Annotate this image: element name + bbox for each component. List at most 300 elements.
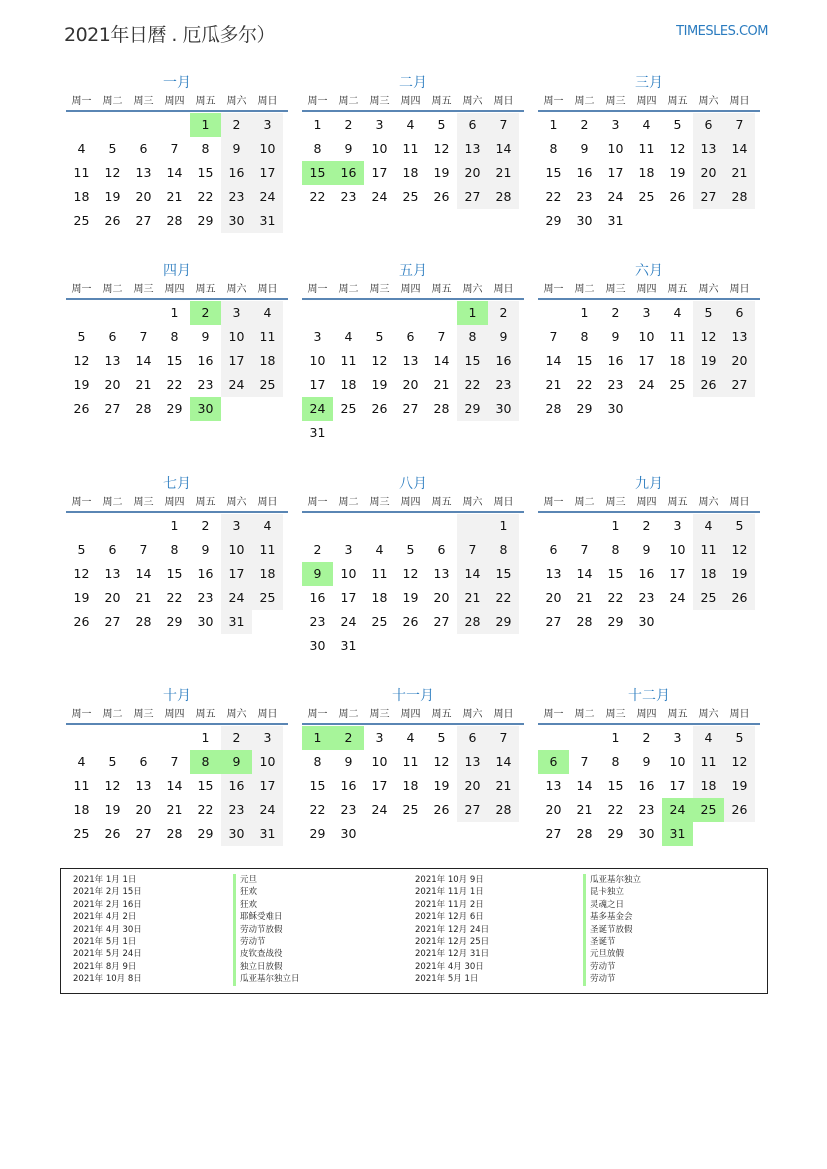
day-cell[interactable]: 20 — [135, 189, 152, 204]
day-cell[interactable]: 23 — [638, 802, 655, 817]
day-cell[interactable]: 2 — [333, 726, 364, 750]
day-cell[interactable]: 14 — [488, 750, 519, 774]
day-cell[interactable]: 21 — [457, 586, 488, 610]
day-cell[interactable]: 26 — [693, 373, 724, 397]
day-cell[interactable]: 4 — [77, 754, 86, 769]
day-cell[interactable]: 21 — [724, 161, 755, 185]
day-cell[interactable]: 13 — [104, 353, 121, 368]
day-cell[interactable]: 5 — [673, 117, 682, 132]
day-cell[interactable]: 14 — [488, 137, 519, 161]
day-cell[interactable]: 3 — [375, 117, 384, 132]
day-cell[interactable]: 1 — [549, 117, 558, 132]
day-cell[interactable]: 16 — [607, 353, 624, 368]
day-cell[interactable]: 20 — [724, 349, 755, 373]
day-cell[interactable]: 10 — [607, 141, 624, 156]
day-cell[interactable]: 27 — [693, 185, 724, 209]
day-cell[interactable]: 17 — [252, 774, 283, 798]
day-cell[interactable]: 2 — [642, 730, 651, 745]
day-cell[interactable]: 8 — [611, 542, 620, 557]
day-cell[interactable]: 23 — [340, 802, 357, 817]
day-cell[interactable]: 9 — [611, 329, 620, 344]
day-cell[interactable]: 28 — [457, 610, 488, 634]
day-cell[interactable]: 27 — [724, 373, 755, 397]
day-cell[interactable]: 11 — [340, 353, 357, 368]
day-cell[interactable]: 7 — [488, 113, 519, 137]
day-cell[interactable]: 1 — [611, 518, 620, 533]
day-cell[interactable]: 31 — [607, 213, 624, 228]
day-cell[interactable]: 17 — [309, 377, 326, 392]
day-cell[interactable]: 14 — [576, 778, 593, 793]
day-cell[interactable]: 23 — [576, 189, 593, 204]
day-cell[interactable]: 7 — [488, 726, 519, 750]
day-cell[interactable]: 5 — [406, 542, 415, 557]
day-cell[interactable]: 6 — [724, 301, 755, 325]
day-cell[interactable]: 30 — [576, 213, 593, 228]
day-cell[interactable]: 2 — [221, 726, 252, 750]
day-cell[interactable]: 11 — [402, 754, 419, 769]
day-cell[interactable]: 23 — [197, 590, 214, 605]
day-cell[interactable]: 8 — [549, 141, 558, 156]
day-cell[interactable]: 7 — [724, 113, 755, 137]
day-cell[interactable]: 11 — [402, 141, 419, 156]
day-cell[interactable]: 1 — [190, 113, 221, 137]
day-cell[interactable]: 29 — [576, 401, 593, 416]
day-cell[interactable]: 9 — [580, 141, 589, 156]
day-cell[interactable]: 8 — [313, 141, 322, 156]
day-cell[interactable]: 19 — [433, 778, 450, 793]
day-cell[interactable]: 2 — [580, 117, 589, 132]
day-cell[interactable]: 19 — [402, 590, 419, 605]
day-cell[interactable]: 18 — [73, 802, 90, 817]
day-cell[interactable]: 16 — [333, 161, 364, 185]
day-cell[interactable]: 28 — [545, 401, 562, 416]
day-cell[interactable]: 9 — [344, 754, 353, 769]
day-cell[interactable]: 8 — [580, 329, 589, 344]
day-cell[interactable]: 12 — [669, 141, 686, 156]
day-cell[interactable]: 24 — [638, 377, 655, 392]
day-cell[interactable]: 20 — [457, 161, 488, 185]
day-cell[interactable]: 25 — [402, 189, 419, 204]
day-cell[interactable]: 4 — [252, 301, 283, 325]
day-cell[interactable]: 2 — [488, 301, 519, 325]
day-cell[interactable]: 10 — [669, 754, 686, 769]
day-cell[interactable]: 29 — [166, 614, 183, 629]
day-cell[interactable]: 28 — [488, 185, 519, 209]
day-cell[interactable]: 5 — [724, 514, 755, 538]
day-cell[interactable]: 20 — [104, 590, 121, 605]
day-cell[interactable]: 27 — [402, 401, 419, 416]
day-cell[interactable]: 3 — [221, 514, 252, 538]
day-cell[interactable]: 22 — [488, 586, 519, 610]
day-cell[interactable]: 28 — [433, 401, 450, 416]
day-cell[interactable]: 25 — [371, 614, 388, 629]
day-cell[interactable]: 21 — [135, 377, 152, 392]
day-cell[interactable]: 16 — [340, 778, 357, 793]
day-cell[interactable]: 30 — [638, 826, 655, 841]
day-cell[interactable]: 8 — [170, 329, 179, 344]
day-cell[interactable]: 23 — [221, 798, 252, 822]
day-cell[interactable]: 12 — [402, 566, 419, 581]
day-cell[interactable]: 4 — [375, 542, 384, 557]
day-cell[interactable]: 14 — [545, 353, 562, 368]
day-cell[interactable]: 9 — [221, 750, 252, 774]
day-cell[interactable]: 15 — [457, 349, 488, 373]
day-cell[interactable]: 28 — [166, 213, 183, 228]
day-cell[interactable]: 25 — [693, 586, 724, 610]
day-cell[interactable]: 23 — [309, 614, 326, 629]
day-cell[interactable]: 17 — [252, 161, 283, 185]
day-cell[interactable]: 24 — [371, 189, 388, 204]
day-cell[interactable]: 10 — [252, 750, 283, 774]
day-cell[interactable]: 25 — [73, 826, 90, 841]
day-cell[interactable]: 23 — [197, 377, 214, 392]
day-cell[interactable]: 15 — [302, 161, 333, 185]
day-cell[interactable]: 6 — [538, 750, 569, 774]
day-cell[interactable]: 8 — [190, 750, 221, 774]
day-cell[interactable]: 13 — [724, 325, 755, 349]
day-cell[interactable]: 28 — [135, 401, 152, 416]
day-cell[interactable]: 19 — [73, 377, 90, 392]
day-cell[interactable]: 31 — [309, 425, 326, 440]
day-cell[interactable]: 8 — [611, 754, 620, 769]
day-cell[interactable]: 16 — [488, 349, 519, 373]
day-cell[interactable]: 2 — [221, 113, 252, 137]
day-cell[interactable]: 13 — [433, 566, 450, 581]
day-cell[interactable]: 28 — [166, 826, 183, 841]
day-cell[interactable]: 21 — [545, 377, 562, 392]
day-cell[interactable]: 4 — [673, 305, 682, 320]
day-cell[interactable]: 23 — [638, 590, 655, 605]
day-cell[interactable]: 12 — [693, 325, 724, 349]
day-cell[interactable]: 4 — [642, 117, 651, 132]
day-cell[interactable]: 10 — [371, 754, 388, 769]
day-cell[interactable]: 14 — [433, 353, 450, 368]
day-cell[interactable]: 27 — [545, 614, 562, 629]
day-cell[interactable]: 7 — [437, 329, 446, 344]
day-cell[interactable]: 6 — [457, 726, 488, 750]
day-cell[interactable]: 22 — [166, 377, 183, 392]
day-cell[interactable]: 19 — [669, 165, 686, 180]
day-cell[interactable]: 22 — [457, 373, 488, 397]
day-cell[interactable]: 15 — [166, 566, 183, 581]
day-cell[interactable]: 17 — [221, 349, 252, 373]
day-cell[interactable]: 1 — [457, 301, 488, 325]
day-cell[interactable]: 30 — [309, 638, 326, 653]
day-cell[interactable]: 2 — [642, 518, 651, 533]
day-cell[interactable]: 28 — [576, 614, 593, 629]
day-cell[interactable]: 5 — [437, 730, 446, 745]
day-cell[interactable]: 14 — [457, 562, 488, 586]
day-cell[interactable]: 3 — [611, 117, 620, 132]
day-cell[interactable]: 22 — [309, 189, 326, 204]
day-cell[interactable]: 5 — [77, 329, 86, 344]
day-cell[interactable]: 27 — [457, 798, 488, 822]
day-cell[interactable]: 7 — [170, 754, 179, 769]
day-cell[interactable]: 16 — [197, 353, 214, 368]
day-cell[interactable]: 18 — [638, 165, 655, 180]
day-cell[interactable]: 31 — [252, 822, 283, 846]
day-cell[interactable]: 17 — [371, 778, 388, 793]
day-cell[interactable]: 22 — [197, 802, 214, 817]
day-cell[interactable]: 19 — [693, 349, 724, 373]
day-cell[interactable]: 29 — [197, 213, 214, 228]
day-cell[interactable]: 20 — [693, 161, 724, 185]
day-cell[interactable]: 18 — [371, 590, 388, 605]
day-cell[interactable]: 27 — [545, 826, 562, 841]
day-cell[interactable]: 18 — [340, 377, 357, 392]
day-cell[interactable]: 9 — [642, 542, 651, 557]
day-cell[interactable]: 11 — [693, 750, 724, 774]
day-cell[interactable]: 30 — [488, 397, 519, 421]
day-cell[interactable]: 9 — [201, 542, 210, 557]
day-cell[interactable]: 15 — [309, 778, 326, 793]
day-cell[interactable]: 22 — [607, 590, 624, 605]
day-cell[interactable]: 24 — [607, 189, 624, 204]
day-cell[interactable]: 6 — [139, 754, 148, 769]
day-cell[interactable]: 1 — [201, 730, 210, 745]
day-cell[interactable]: 13 — [135, 165, 152, 180]
day-cell[interactable]: 11 — [371, 566, 388, 581]
day-cell[interactable]: 11 — [638, 141, 655, 156]
day-cell[interactable]: 13 — [104, 566, 121, 581]
day-cell[interactable]: 9 — [201, 329, 210, 344]
day-cell[interactable]: 4 — [693, 726, 724, 750]
day-cell[interactable]: 21 — [135, 590, 152, 605]
day-cell[interactable]: 4 — [406, 117, 415, 132]
day-cell[interactable]: 16 — [221, 161, 252, 185]
day-cell[interactable]: 2 — [313, 542, 322, 557]
day-cell[interactable]: 26 — [402, 614, 419, 629]
day-cell[interactable]: 7 — [457, 538, 488, 562]
day-cell[interactable]: 20 — [545, 802, 562, 817]
day-cell[interactable]: 8 — [457, 325, 488, 349]
day-cell[interactable]: 5 — [693, 301, 724, 325]
day-cell[interactable]: 18 — [73, 189, 90, 204]
day-cell[interactable]: 19 — [724, 562, 755, 586]
day-cell[interactable]: 21 — [576, 590, 593, 605]
day-cell[interactable]: 12 — [371, 353, 388, 368]
day-cell[interactable]: 28 — [576, 826, 593, 841]
day-cell[interactable]: 12 — [104, 165, 121, 180]
day-cell[interactable]: 22 — [309, 802, 326, 817]
day-cell[interactable]: 6 — [108, 542, 117, 557]
day-cell[interactable]: 3 — [344, 542, 353, 557]
day-cell[interactable]: 14 — [135, 566, 152, 581]
day-cell[interactable]: 11 — [669, 329, 686, 344]
day-cell[interactable]: 1 — [302, 726, 333, 750]
day-cell[interactable]: 12 — [724, 538, 755, 562]
day-cell[interactable]: 6 — [693, 113, 724, 137]
day-cell[interactable]: 4 — [77, 141, 86, 156]
day-cell[interactable]: 30 — [197, 614, 214, 629]
day-cell[interactable]: 24 — [252, 798, 283, 822]
day-cell[interactable]: 5 — [375, 329, 384, 344]
day-cell[interactable]: 10 — [371, 141, 388, 156]
day-cell[interactable]: 19 — [433, 165, 450, 180]
day-cell[interactable]: 30 — [221, 209, 252, 233]
day-cell[interactable]: 4 — [344, 329, 353, 344]
day-cell[interactable]: 12 — [104, 778, 121, 793]
day-cell[interactable]: 30 — [607, 401, 624, 416]
day-cell[interactable]: 1 — [313, 117, 322, 132]
day-cell[interactable]: 29 — [607, 826, 624, 841]
day-cell[interactable]: 31 — [662, 822, 693, 846]
day-cell[interactable]: 8 — [313, 754, 322, 769]
day-cell[interactable]: 25 — [693, 798, 724, 822]
day-cell[interactable]: 17 — [607, 165, 624, 180]
day-cell[interactable]: 12 — [73, 353, 90, 368]
day-cell[interactable]: 8 — [201, 141, 210, 156]
day-cell[interactable]: 4 — [693, 514, 724, 538]
day-cell[interactable]: 25 — [340, 401, 357, 416]
day-cell[interactable]: 28 — [135, 614, 152, 629]
day-cell[interactable]: 9 — [344, 141, 353, 156]
day-cell[interactable]: 19 — [73, 590, 90, 605]
day-cell[interactable]: 19 — [104, 189, 121, 204]
day-cell[interactable]: 29 — [309, 826, 326, 841]
day-cell[interactable]: 27 — [104, 614, 121, 629]
day-cell[interactable]: 17 — [221, 562, 252, 586]
day-cell[interactable]: 14 — [166, 165, 183, 180]
day-cell[interactable]: 20 — [135, 802, 152, 817]
day-cell[interactable]: 29 — [166, 401, 183, 416]
day-cell[interactable]: 27 — [135, 826, 152, 841]
day-cell[interactable]: 26 — [73, 614, 90, 629]
day-cell[interactable]: 5 — [437, 117, 446, 132]
site-logo[interactable]: TIMESLES.COM — [676, 24, 768, 39]
day-cell[interactable]: 5 — [108, 141, 117, 156]
day-cell[interactable]: 3 — [673, 730, 682, 745]
day-cell[interactable]: 5 — [724, 726, 755, 750]
day-cell[interactable]: 1 — [611, 730, 620, 745]
day-cell[interactable]: 11 — [693, 538, 724, 562]
day-cell[interactable]: 7 — [549, 329, 558, 344]
day-cell[interactable]: 24 — [302, 397, 333, 421]
day-cell[interactable]: 16 — [309, 590, 326, 605]
day-cell[interactable]: 10 — [340, 566, 357, 581]
day-cell[interactable]: 27 — [457, 185, 488, 209]
day-cell[interactable]: 16 — [197, 566, 214, 581]
day-cell[interactable]: 14 — [724, 137, 755, 161]
day-cell[interactable]: 20 — [104, 377, 121, 392]
day-cell[interactable]: 6 — [406, 329, 415, 344]
day-cell[interactable]: 3 — [673, 518, 682, 533]
day-cell[interactable]: 7 — [139, 329, 148, 344]
day-cell[interactable]: 4 — [406, 730, 415, 745]
day-cell[interactable]: 24 — [221, 373, 252, 397]
day-cell[interactable]: 3 — [313, 329, 322, 344]
day-cell[interactable]: 14 — [166, 778, 183, 793]
day-cell[interactable]: 22 — [197, 189, 214, 204]
day-cell[interactable]: 21 — [488, 161, 519, 185]
day-cell[interactable]: 30 — [221, 822, 252, 846]
day-cell[interactable]: 21 — [166, 189, 183, 204]
day-cell[interactable]: 4 — [252, 514, 283, 538]
day-cell[interactable]: 30 — [638, 614, 655, 629]
day-cell[interactable]: 15 — [166, 353, 183, 368]
day-cell[interactable]: 24 — [221, 586, 252, 610]
day-cell[interactable]: 2 — [190, 301, 221, 325]
day-cell[interactable]: 22 — [607, 802, 624, 817]
day-cell[interactable]: 26 — [724, 586, 755, 610]
day-cell[interactable]: 27 — [433, 614, 450, 629]
day-cell[interactable]: 14 — [135, 353, 152, 368]
day-cell[interactable]: 6 — [139, 141, 148, 156]
day-cell[interactable]: 8 — [170, 542, 179, 557]
day-cell[interactable]: 21 — [166, 802, 183, 817]
day-cell[interactable]: 5 — [77, 542, 86, 557]
day-cell[interactable]: 26 — [669, 189, 686, 204]
day-cell[interactable]: 31 — [340, 638, 357, 653]
day-cell[interactable]: 5 — [108, 754, 117, 769]
day-cell[interactable]: 13 — [545, 566, 562, 581]
day-cell[interactable]: 2 — [611, 305, 620, 320]
day-cell[interactable]: 23 — [607, 377, 624, 392]
day-cell[interactable]: 16 — [638, 778, 655, 793]
day-cell[interactable]: 17 — [371, 165, 388, 180]
day-cell[interactable]: 31 — [252, 209, 283, 233]
day-cell[interactable]: 9 — [221, 137, 252, 161]
day-cell[interactable]: 17 — [638, 353, 655, 368]
day-cell[interactable]: 18 — [693, 774, 724, 798]
day-cell[interactable]: 24 — [252, 185, 283, 209]
day-cell[interactable]: 26 — [104, 213, 121, 228]
day-cell[interactable]: 23 — [221, 185, 252, 209]
day-cell[interactable]: 11 — [73, 165, 90, 180]
day-cell[interactable]: 12 — [433, 754, 450, 769]
day-cell[interactable]: 7 — [139, 542, 148, 557]
day-cell[interactable]: 17 — [669, 778, 686, 793]
day-cell[interactable]: 22 — [166, 590, 183, 605]
day-cell[interactable]: 25 — [252, 373, 283, 397]
day-cell[interactable]: 11 — [73, 778, 90, 793]
day-cell[interactable]: 25 — [402, 802, 419, 817]
day-cell[interactable]: 19 — [104, 802, 121, 817]
day-cell[interactable]: 11 — [252, 325, 283, 349]
day-cell[interactable]: 18 — [252, 349, 283, 373]
day-cell[interactable]: 25 — [252, 586, 283, 610]
day-cell[interactable]: 25 — [73, 213, 90, 228]
day-cell[interactable]: 26 — [724, 798, 755, 822]
day-cell[interactable]: 2 — [344, 117, 353, 132]
day-cell[interactable]: 24 — [669, 590, 686, 605]
day-cell[interactable]: 15 — [197, 778, 214, 793]
day-cell[interactable]: 29 — [457, 397, 488, 421]
day-cell[interactable]: 9 — [302, 562, 333, 586]
day-cell[interactable]: 25 — [669, 377, 686, 392]
day-cell[interactable]: 3 — [375, 730, 384, 745]
day-cell[interactable]: 29 — [488, 610, 519, 634]
day-cell[interactable]: 21 — [488, 774, 519, 798]
day-cell[interactable]: 29 — [545, 213, 562, 228]
day-cell[interactable]: 13 — [457, 137, 488, 161]
day-cell[interactable]: 9 — [642, 754, 651, 769]
day-cell[interactable]: 15 — [607, 778, 624, 793]
day-cell[interactable]: 18 — [402, 778, 419, 793]
day-cell[interactable]: 31 — [221, 610, 252, 634]
day-cell[interactable]: 30 — [190, 397, 221, 421]
day-cell[interactable]: 25 — [638, 189, 655, 204]
day-cell[interactable]: 15 — [197, 165, 214, 180]
day-cell[interactable]: 19 — [371, 377, 388, 392]
day-cell[interactable]: 22 — [545, 189, 562, 204]
day-cell[interactable]: 14 — [576, 566, 593, 581]
day-cell[interactable]: 20 — [402, 377, 419, 392]
day-cell[interactable]: 3 — [642, 305, 651, 320]
day-cell[interactable]: 10 — [221, 325, 252, 349]
day-cell[interactable]: 1 — [488, 514, 519, 538]
day-cell[interactable]: 20 — [457, 774, 488, 798]
